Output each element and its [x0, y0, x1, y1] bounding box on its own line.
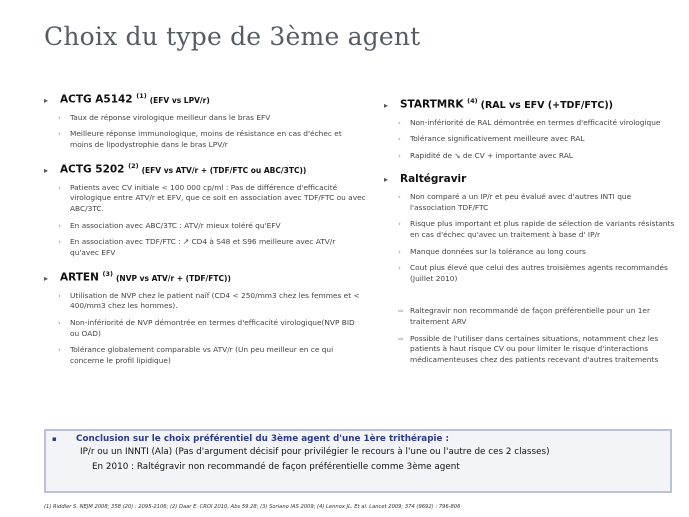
- chevron-bullet-icon: ›: [398, 220, 401, 229]
- list-item: › Non comparé a un IP/r et peu évalué avec d'autres INTI que l'association TDF/FTC: [384, 192, 676, 213]
- arrow-bullet-icon: ⇨: [398, 307, 404, 316]
- list-item: › Non-infériorité de RAL démontrée en termes d'efficacité virologique: [384, 118, 676, 129]
- section-actg-a5142: [44, 92, 366, 150]
- triangle-bullet-icon: ▸: [44, 95, 49, 105]
- list-item: › Meilleure réponse immunologique, moins de résistance en cas d'échec et moins de lipodystrophie dans le bras LPV/r: [44, 129, 366, 150]
- chevron-bullet-icon: ›: [58, 221, 61, 230]
- section-subtitle: (EFV vs LPV/r): [149, 95, 210, 105]
- conclusion-heading: Conclusion sur le choix préférentiel du 3ème agent d'une 1ère trithérapie :: [76, 434, 450, 444]
- list-item: › Utilisation de NVP chez le patient naïf (CD4 < 250/mm3 chez les femmes et < 400/mm3 chez les hommes).: [44, 291, 366, 312]
- section-title: STARTMRK $^{(4)}$: [400, 97, 478, 111]
- chevron-bullet-icon: ›: [58, 319, 61, 328]
- conclusion-box: [44, 429, 672, 493]
- list-item: › Taux de réponse virologique meilleur dans le bras EFV: [44, 113, 366, 124]
- chevron-bullet-icon: ›: [398, 118, 401, 127]
- section-raltegravir: [384, 173, 676, 365]
- list-item: › Risque plus important et plus rapide de sélection de variants résistants en cas d'échec qu'avec un traitement à base d' IP/r: [384, 219, 676, 240]
- list-item: › En association avec ABC/3TC : ATV/r mieux toléré qu'EFV: [44, 221, 366, 232]
- triangle-bullet-icon: ▸: [44, 165, 49, 175]
- list-item: › Cout plus élevé que celui des autres troisièmes agents recommandés (Juillet 2010): [384, 263, 676, 284]
- list-item: › En association avec TDF/FTC : ↗ CD4 à S48 et S96 meilleure avec ATV/r qu'avec EFV: [44, 237, 366, 258]
- chevron-bullet-icon: ›: [398, 247, 401, 256]
- chevron-bullet-icon: ›: [398, 264, 401, 273]
- chevron-bullet-icon: ›: [58, 183, 61, 192]
- chevron-bullet-icon: ›: [58, 130, 61, 139]
- list-item: › Rapidité de ↘ de CV + importante avec RAL: [384, 151, 676, 162]
- arrow-list-item: ⇨ Possible de l'utiliser dans certaines situations, notamment chez les patients à haut risque CV ou pour limiter le risque d'interactions médicamenteuses chez des patients recevant d'autres traitements: [384, 334, 676, 366]
- section-subtitle: (RAL vs EFV (+TDF/FTC)): [480, 99, 614, 111]
- section-startmrk: [384, 97, 676, 161]
- section-actg-5202: [44, 162, 366, 258]
- section-subtitle: (EFV vs ATV/r + (TDF/FTC ou ABC/3TC)): [141, 165, 307, 175]
- section-title: ACTG A5142 $^{(1)}$: [60, 92, 147, 106]
- list-item: › Manque données sur la tolérance au long cours: [384, 247, 676, 258]
- list-item: › Non-infériorité de NVP démontrée en termes d'efficacité virologique(NVP BID ou OAD): [44, 318, 366, 339]
- conclusion-line: IP/r ou un INNTI (Ala) (Pas d'argument décisif pour privilégier le recours à l'une ou l'autre de ces 2 classes): [80, 447, 550, 457]
- left-column: [44, 92, 366, 378]
- right-column: [384, 97, 676, 377]
- section-subtitle: (NVP vs ATV/r + (TDF/FTC)): [116, 273, 231, 283]
- square-bullet-icon: ▪: [52, 435, 57, 443]
- chevron-bullet-icon: ›: [58, 113, 61, 122]
- section-title: Raltégravir: [400, 173, 467, 186]
- chevron-bullet-icon: ›: [398, 135, 401, 144]
- section-arten: [44, 270, 366, 366]
- conclusion-line: En 2010 : Raltégravir non recommandé de façon préférentielle comme 3ème agent: [92, 461, 460, 472]
- list-item: › Patients avec CV initiale < 100 000 cp/ml : Pas de différence d'efficacité virologique entre ATV/r et EFV, que ce soit en association avec TDF/FTC ou avec ABC/3TC.: [44, 183, 366, 215]
- chevron-bullet-icon: ›: [58, 291, 61, 300]
- triangle-bullet-icon: ▸: [384, 175, 389, 185]
- chevron-bullet-icon: ›: [58, 238, 61, 247]
- section-title: ARTEN $^{(3)}$: [60, 270, 113, 284]
- list-item: › Tolérance globalement comparable vs ATV/r (Un peu meilleur en ce qui concerne le profil lipidique): [44, 345, 366, 366]
- list-item: › Tolérance significativement meilleure avec RAL: [384, 134, 676, 145]
- chevron-bullet-icon: ›: [398, 151, 401, 160]
- triangle-bullet-icon: ▸: [44, 273, 49, 283]
- chevron-bullet-icon: ›: [58, 346, 61, 355]
- chevron-bullet-icon: ›: [398, 193, 401, 202]
- arrow-bullet-icon: ⇨: [398, 334, 404, 343]
- slide-title: Choix du type de 3ème agent: [44, 22, 421, 51]
- section-title: ACTG 5202 $^{(2)}$: [60, 162, 139, 176]
- arrow-list-item: ⇨ Raltegravir non recommandé de façon préférentielle pour un 1er traitement ARV: [384, 306, 676, 327]
- references: (1) Riddler S. NEJM 2008; 358 (20) : 2095-2106; (2) Daar E. CROI 2010, Abs 59.28; (3) Soriano IAS 2009; (4) Lennox JL. Et al. Lancet 2009; 374 (9692) : 796-806: [44, 504, 461, 510]
- triangle-bullet-icon: ▸: [384, 100, 389, 110]
